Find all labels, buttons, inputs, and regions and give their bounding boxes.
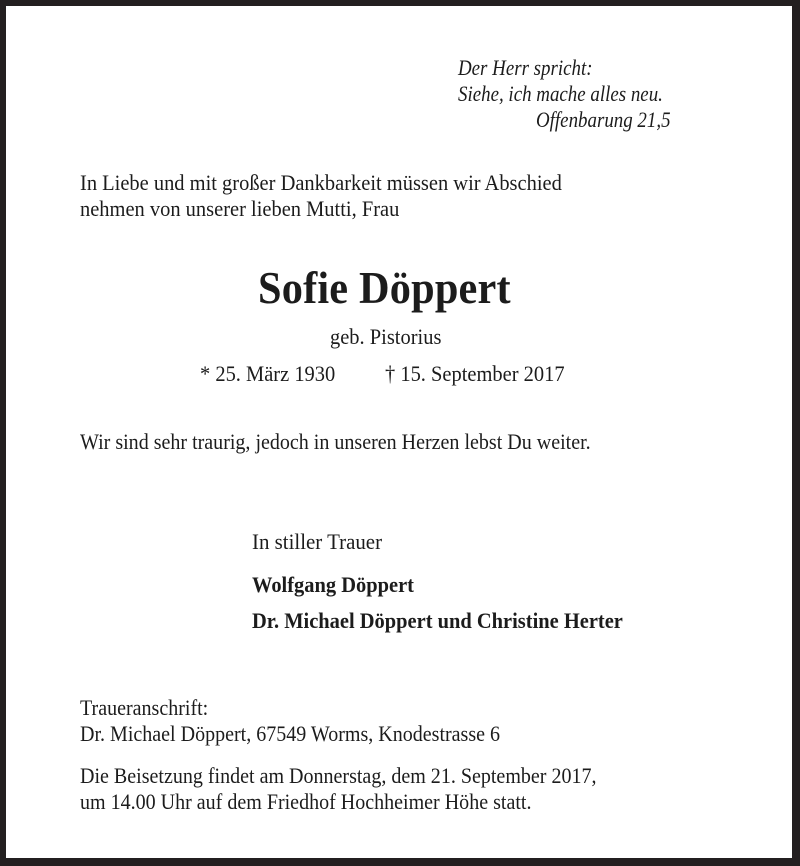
verse-line: Der Herr spricht: [458,55,593,80]
mourner-name: Dr. Michael Döppert und Christine Herter [252,608,623,633]
farewell-message: Wir sind sehr traurig, jedoch in unseren Herzen lebst Du weiter. [80,429,591,454]
verse-reference: Offenbarung 21,5 [536,107,671,132]
deceased-name: Sofie Döppert [258,262,511,313]
intro-line: In Liebe und mit großer Dankbarkeit müssen wir Abschied [80,170,562,195]
verse-line: Siehe, ich mache alles neu. [458,81,663,106]
maiden-name: geb. Pistorius [330,324,442,349]
death-date: † 15. September 2017 [385,361,565,386]
address-value: Dr. Michael Döppert, 67549 Worms, Knodestrasse 6 [80,721,501,746]
funeral-line: um 14.00 Uhr auf dem Friedhof Hochheimer Höhe statt. [80,789,532,814]
funeral-line: Die Beisetzung findet am Donnerstag, dem 21. September 2017, [80,763,597,788]
intro-line: nehmen von unserer lieben Mutti, Frau [80,196,400,221]
mourners-heading: In stiller Trauer [252,529,383,554]
birth-date: * 25. März 1930 [200,361,336,386]
mourner-name: Wolfgang Döppert [252,572,414,597]
address-label: Traueranschrift: [80,695,209,720]
